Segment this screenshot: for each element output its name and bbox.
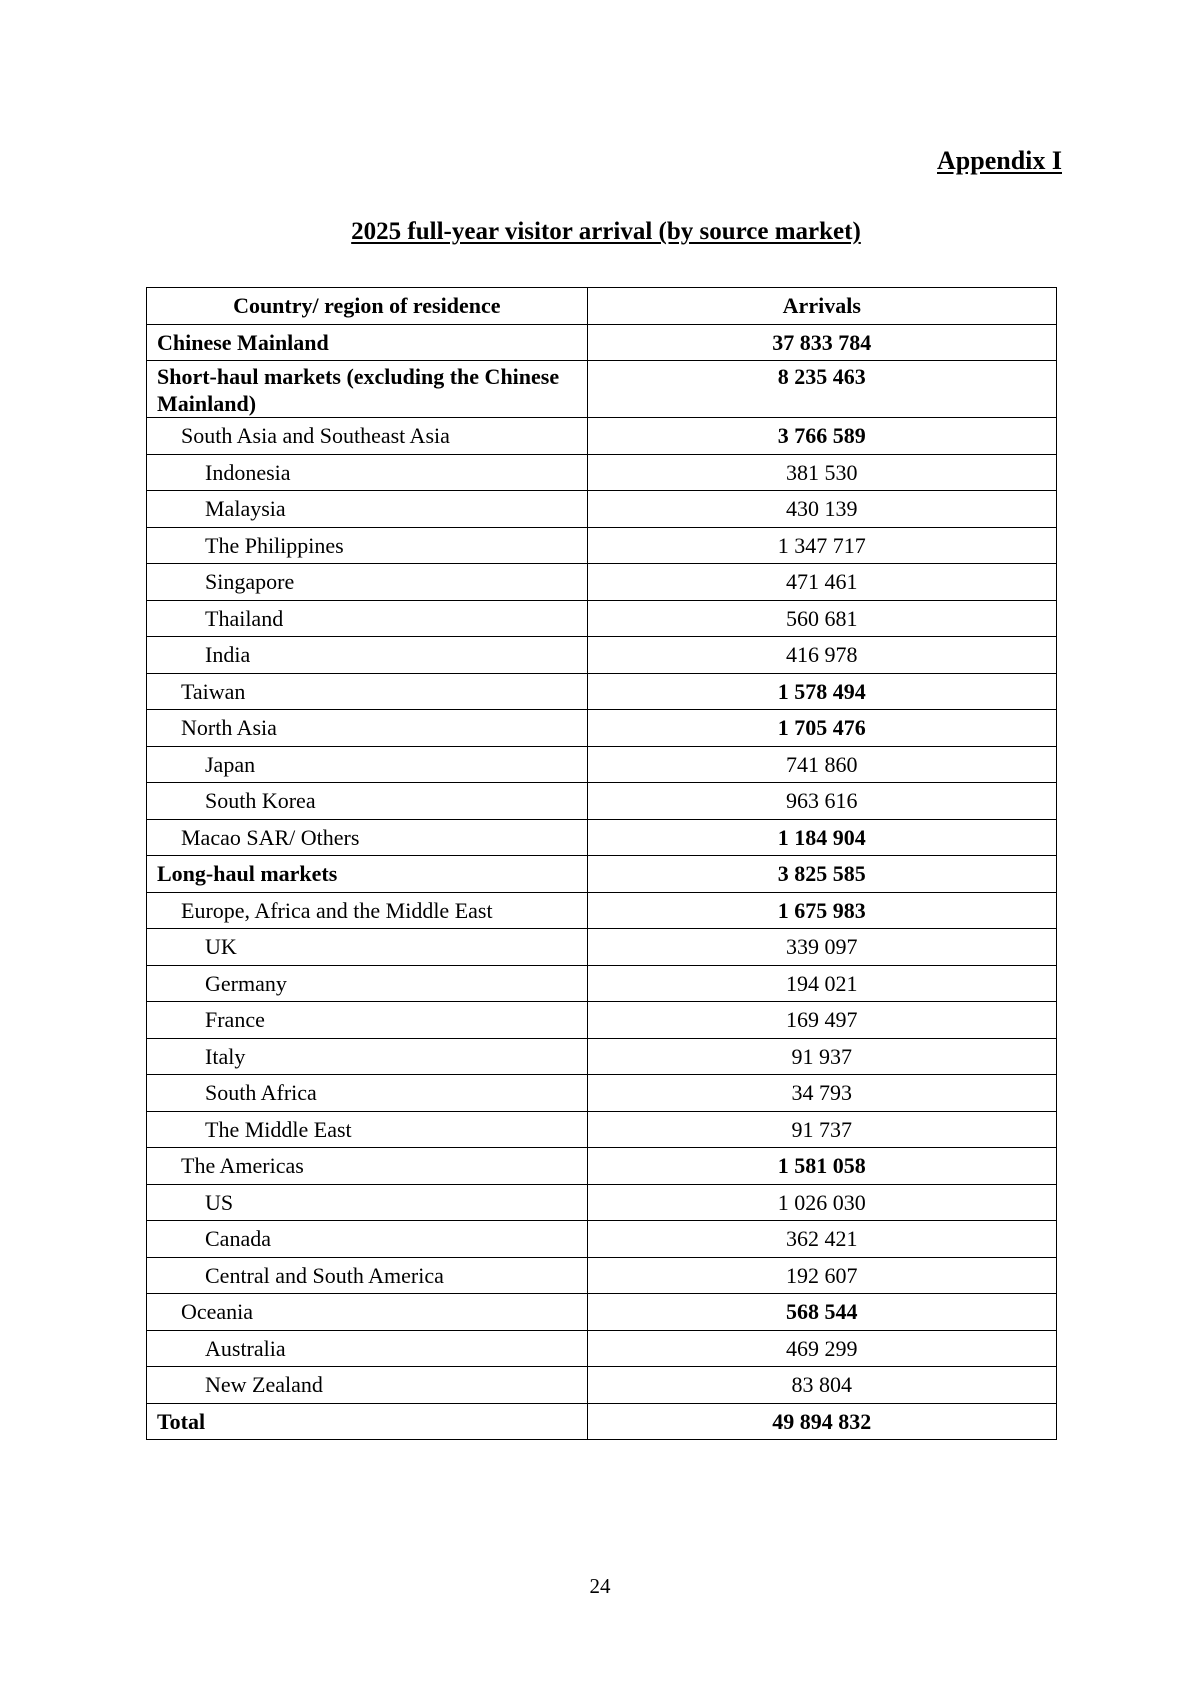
- table-row: [147, 361, 1057, 418]
- table-row: [147, 1294, 1057, 1331]
- row-label: Indonesia: [147, 454, 588, 491]
- row-label: US: [147, 1184, 588, 1221]
- row-value: 3 825 585: [587, 856, 1056, 893]
- row-label: South Korea: [147, 783, 588, 820]
- table-row: [147, 1221, 1057, 1258]
- row-label: Singapore: [147, 564, 588, 601]
- row-value: 1 347 717: [587, 527, 1056, 564]
- arrivals-table: [146, 287, 1057, 1440]
- row-label: New Zealand: [147, 1367, 588, 1404]
- row-value: 1 675 983: [587, 892, 1056, 929]
- table-row: [147, 710, 1057, 747]
- table-row: [147, 564, 1057, 601]
- table-row: [147, 892, 1057, 929]
- table-row: [147, 527, 1057, 564]
- table-row: [147, 1184, 1057, 1221]
- row-label: South Africa: [147, 1075, 588, 1112]
- row-label: Thailand: [147, 600, 588, 637]
- table-row: [147, 783, 1057, 820]
- column-header-arrivals: Arrivals: [587, 288, 1056, 325]
- row-label: Italy: [147, 1038, 588, 1075]
- table-row: [147, 637, 1057, 674]
- row-value: 339 097: [587, 929, 1056, 966]
- row-value: 194 021: [587, 965, 1056, 1002]
- table-row: [147, 1367, 1057, 1404]
- table-row: [147, 1111, 1057, 1148]
- row-value: 8 235 463: [587, 361, 1056, 418]
- row-value: 1 581 058: [587, 1148, 1056, 1185]
- row-label: Malaysia: [147, 491, 588, 528]
- table-row: [147, 746, 1057, 783]
- row-value: 83 804: [587, 1367, 1056, 1404]
- row-label: Japan: [147, 746, 588, 783]
- row-label: Short-haul markets (excluding the Chinese Mainland): [147, 361, 588, 418]
- row-value: 1 184 904: [587, 819, 1056, 856]
- row-value: 362 421: [587, 1221, 1056, 1258]
- row-label: Macao SAR/ Others: [147, 819, 588, 856]
- row-label: Total: [147, 1403, 588, 1440]
- table-row: [147, 491, 1057, 528]
- row-label: North Asia: [147, 710, 588, 747]
- row-label: Chinese Mainland: [147, 324, 588, 361]
- row-value: 469 299: [587, 1330, 1056, 1367]
- row-label: France: [147, 1002, 588, 1039]
- row-label: The Philippines: [147, 527, 588, 564]
- table-row: [147, 1075, 1057, 1112]
- table-row: [147, 418, 1057, 455]
- row-label: Central and South America: [147, 1257, 588, 1294]
- table-row: [147, 965, 1057, 1002]
- row-value: 560 681: [587, 600, 1056, 637]
- row-value: 430 139: [587, 491, 1056, 528]
- row-value: 91 737: [587, 1111, 1056, 1148]
- row-value: 34 793: [587, 1075, 1056, 1112]
- row-label: Europe, Africa and the Middle East: [147, 892, 588, 929]
- table-row: [147, 929, 1057, 966]
- table-row: [147, 454, 1057, 491]
- row-value: 3 766 589: [587, 418, 1056, 455]
- row-value: 91 937: [587, 1038, 1056, 1075]
- appendix-label: Appendix I: [937, 146, 1062, 175]
- row-value: 741 860: [587, 746, 1056, 783]
- row-label: Canada: [147, 1221, 588, 1258]
- row-label: Germany: [147, 965, 588, 1002]
- row-value: 416 978: [587, 637, 1056, 674]
- row-label: South Asia and Southeast Asia: [147, 418, 588, 455]
- table-header-row: [147, 288, 1057, 325]
- row-label: India: [147, 637, 588, 674]
- table-row: [147, 1038, 1057, 1075]
- table-row: [147, 673, 1057, 710]
- page-title: 2025 full-year visitor arrival (by source market): [351, 218, 861, 245]
- column-header-country: Country/ region of residence: [147, 288, 588, 325]
- table-row-total: [147, 1403, 1057, 1440]
- row-value: 1 578 494: [587, 673, 1056, 710]
- row-label: Long-haul markets: [147, 856, 588, 893]
- table-row: [147, 1257, 1057, 1294]
- table-row: [147, 1002, 1057, 1039]
- table-row: [147, 1148, 1057, 1185]
- row-value: 568 544: [587, 1294, 1056, 1331]
- table-row: [147, 1330, 1057, 1367]
- table-row: [147, 600, 1057, 637]
- row-label: Australia: [147, 1330, 588, 1367]
- row-value: 49 894 832: [587, 1403, 1056, 1440]
- table-row: [147, 819, 1057, 856]
- row-value: 1 705 476: [587, 710, 1056, 747]
- row-label: The Americas: [147, 1148, 588, 1185]
- row-value: 963 616: [587, 783, 1056, 820]
- row-value: 37 833 784: [587, 324, 1056, 361]
- table-body: [147, 324, 1057, 1440]
- row-value: 169 497: [587, 1002, 1056, 1039]
- row-value: 381 530: [587, 454, 1056, 491]
- row-value: 192 607: [587, 1257, 1056, 1294]
- row-label: UK: [147, 929, 588, 966]
- table-row: [147, 324, 1057, 361]
- row-value: 471 461: [587, 564, 1056, 601]
- table-row: [147, 856, 1057, 893]
- row-label: Taiwan: [147, 673, 588, 710]
- row-value: 1 026 030: [587, 1184, 1056, 1221]
- row-label: Oceania: [147, 1294, 588, 1331]
- page-number: 24: [589, 1574, 611, 1598]
- row-label: The Middle East: [147, 1111, 588, 1148]
